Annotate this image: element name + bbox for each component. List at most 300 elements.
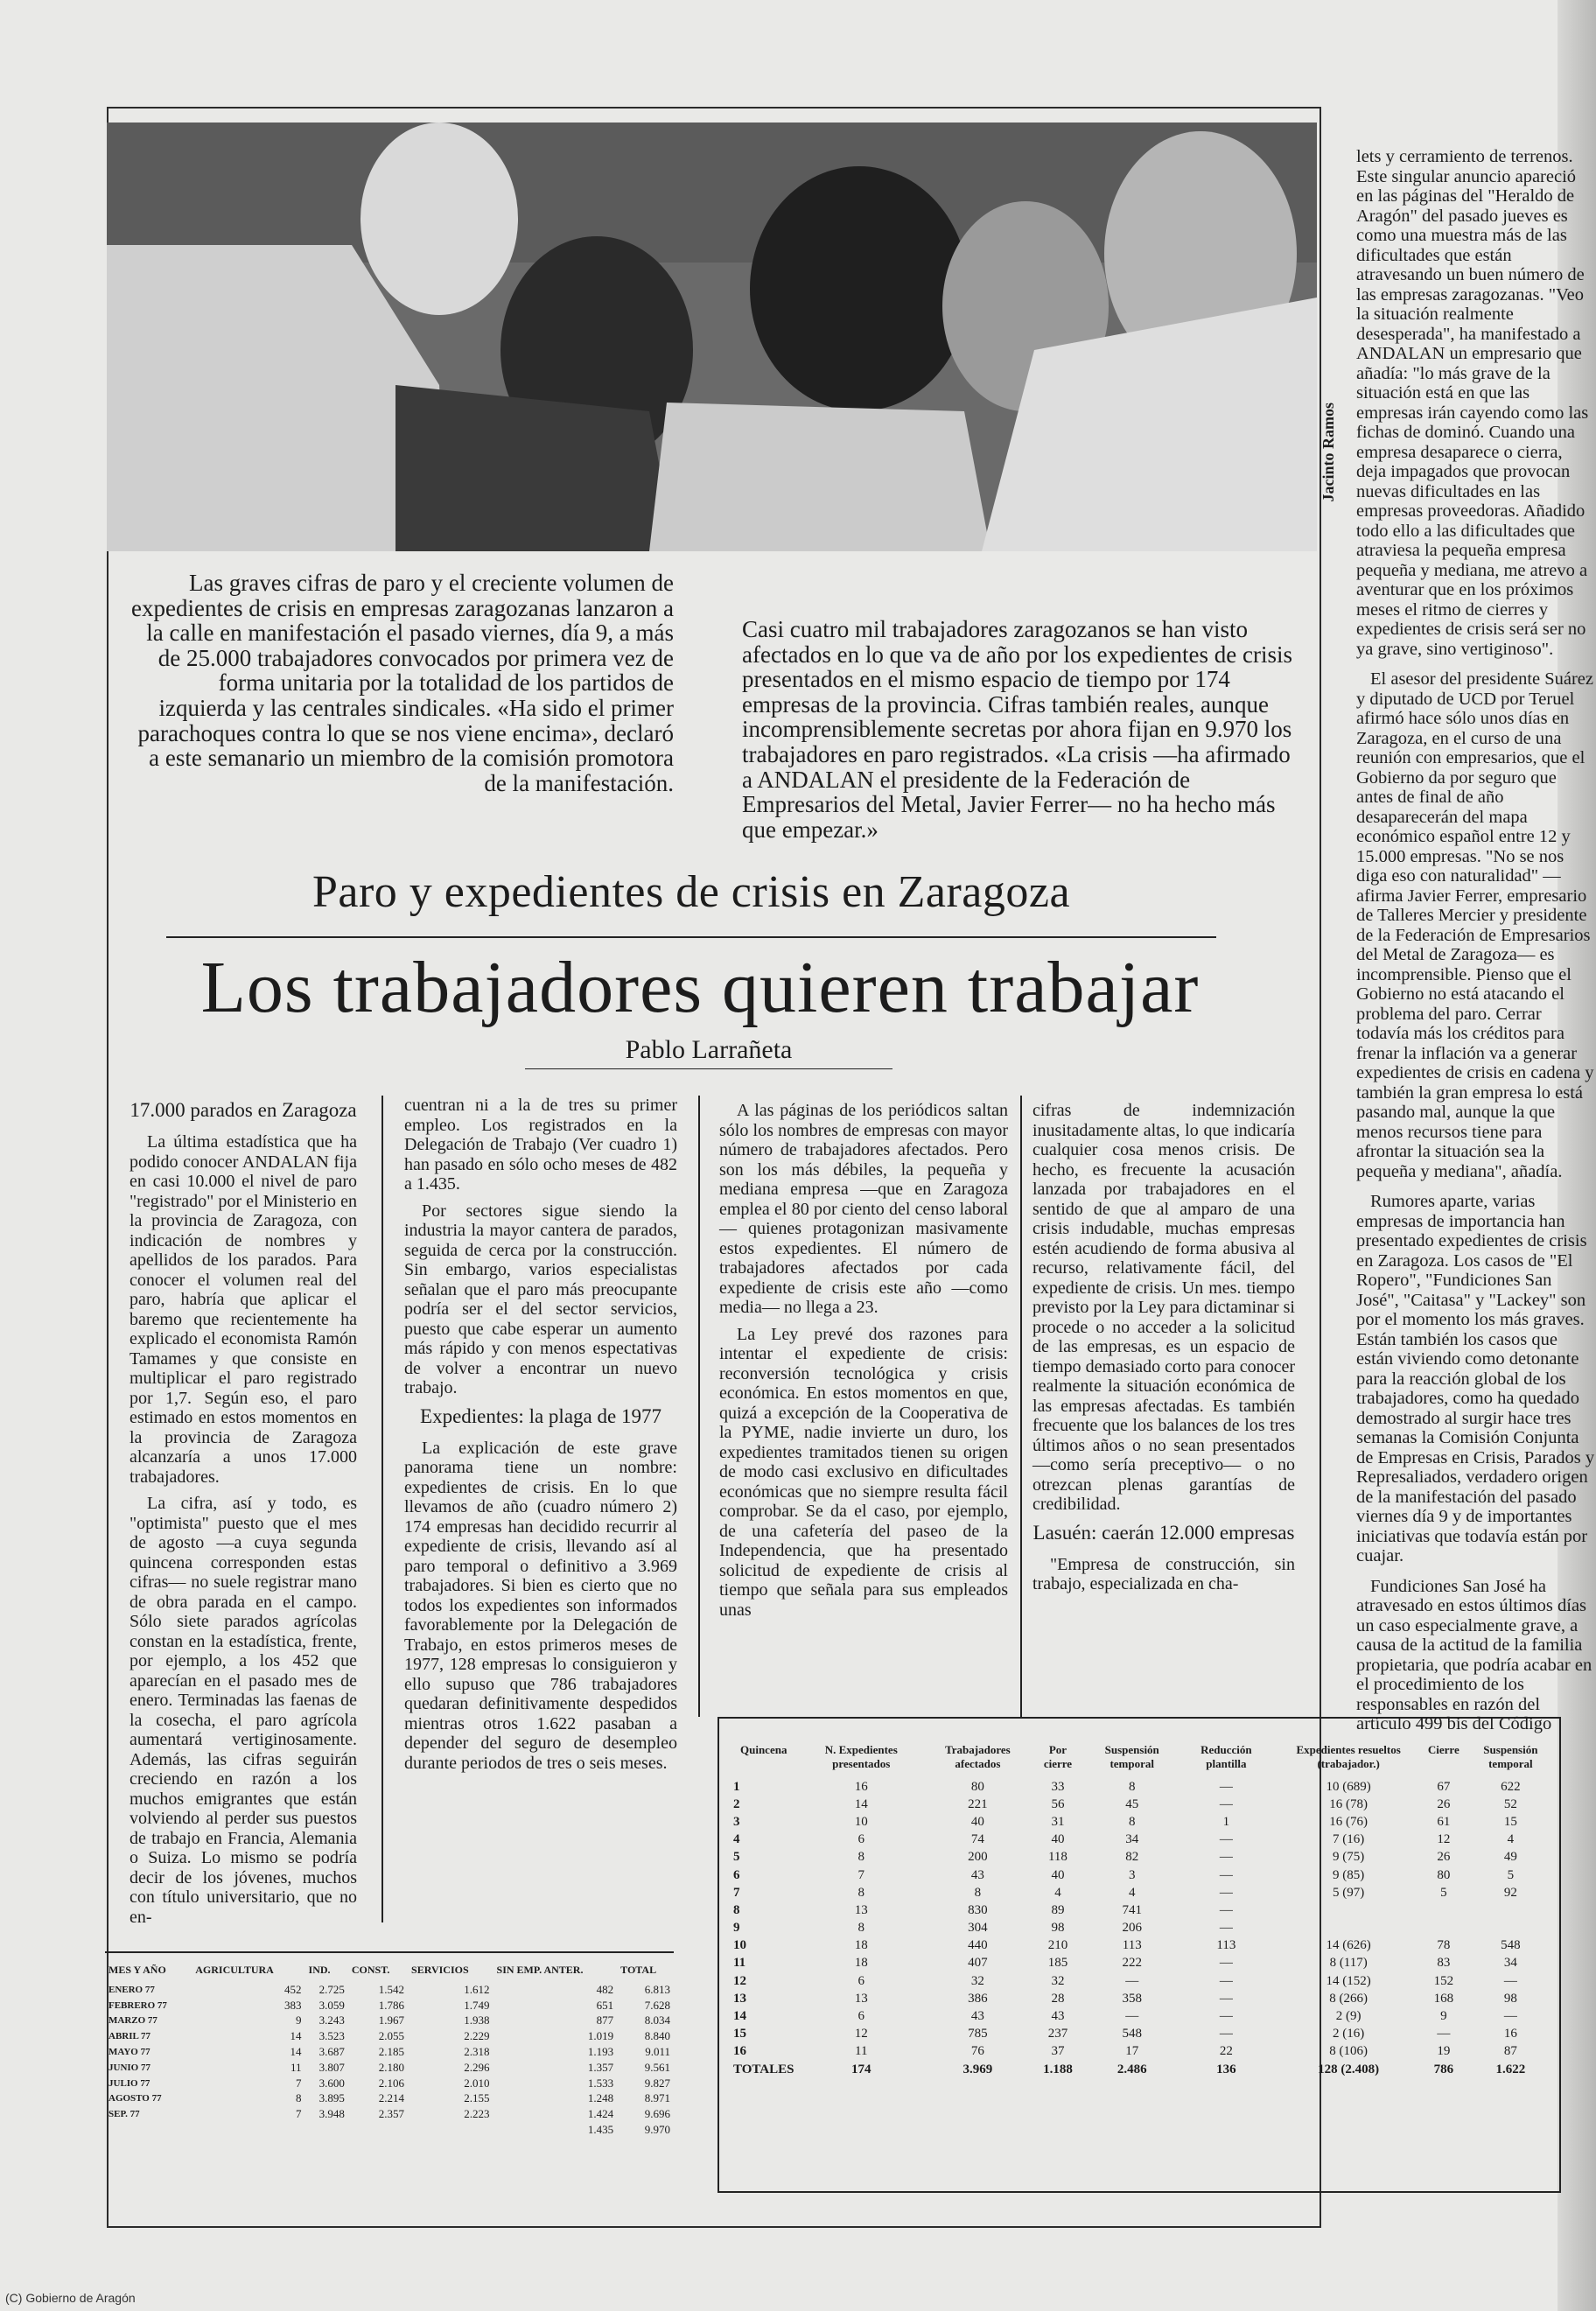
- table-cell: 43: [970, 2009, 984, 2024]
- table-cell: 4: [1054, 1885, 1061, 1900]
- table-cell: 92: [1503, 1885, 1517, 1900]
- table-cell: 10: [854, 1814, 868, 1829]
- crisis-files-table: [728, 1743, 1559, 2078]
- table-cell: [1425, 1920, 1462, 1937]
- table-row: [728, 1778, 1559, 1796]
- lede-right-text: Casi cuatro mil trabajadores zaragozanos se han visto afectados en lo que va de año por los expedientes de crisis presentados en el mismo espacio de tiempo por 174 empresas de la provincia. Cifras también reales, aunque incomprensiblemente secretas por ahora fijan en 9.970 los trabajadores en paro registrados. «La crisis —ha afirmado a ANDALAN el presidente de la Federación de Empresarios del Metal, Javier Ferrer— no ha hecho más que empezar.»: [742, 616, 1293, 843]
- table-cell: 548: [1122, 2027, 1142, 2041]
- table-cell: 304: [968, 1921, 988, 1936]
- table-cell: 3: [1128, 1867, 1136, 1882]
- paragraph: La explicación de este grave panorama tiene un nombre: expedientes de crisis. En lo que llevamos de año (cuadro número 2) 174 empresas han decidido recurrir al expediente de crisis, llevando así al paro temporal o definitivo a 3.969 trabajadores. Si bien es cierto que no todos los expedientes son informados favorablemente por la Delegación de Trabajo, en estos primeros meses de 1977, 128 empresas lo consiguieron y ello supuso que 786 trabajadores quedaran definitivamente despedidos mientras otros 1.622 pasaban a depender del seguro de desempleo durante periodos de tres o seis meses.: [404, 1438, 677, 1773]
- table-header-cell: IND.: [308, 1964, 331, 1976]
- table-cell: 2 (16): [1333, 2027, 1365, 2041]
- table-cell: 1.612: [464, 1982, 490, 1996]
- table-cell: —: [1219, 1885, 1233, 1900]
- table-cell: 1: [733, 1779, 740, 1794]
- table-cell: 877: [596, 2013, 614, 2027]
- table-row: [728, 1920, 1559, 1937]
- table-cell: [305, 2122, 348, 2138]
- table-cell: ABRIL 77: [108, 2031, 150, 2042]
- table-cell: 2.725: [318, 1982, 345, 1996]
- table-cell: 6: [733, 1867, 740, 1882]
- table-cell: 9.696: [644, 2107, 670, 2121]
- table-cell: 8: [1128, 1779, 1136, 1794]
- subhead-lasuen: Lasuén: caerán 12.000 empresas: [1032, 1521, 1295, 1544]
- table-cell: [1462, 1920, 1559, 1937]
- table-cell: 12: [854, 2027, 868, 2041]
- table-cell: 2.055: [378, 2029, 405, 2043]
- table-cell: 6: [858, 1832, 864, 1847]
- table-cell: 4: [1128, 1885, 1136, 1900]
- table-cell: 113: [1216, 1938, 1236, 1953]
- table-cell: 80: [1437, 1867, 1451, 1882]
- table-cell: 8: [1128, 1814, 1136, 1829]
- table-cell: 8.034: [644, 2013, 670, 2027]
- column-divider: [698, 1096, 700, 1717]
- table-cell: 37: [1051, 2044, 1065, 2059]
- table-cell: 98: [1051, 1921, 1065, 1936]
- table-cell: 1.967: [378, 2013, 405, 2027]
- table-cell: 1.019: [587, 2029, 614, 2043]
- table-header-cell: AGRICULTURA: [195, 1964, 274, 1976]
- table-cell: 548: [1501, 1938, 1521, 1953]
- table-cell: 3.243: [318, 2013, 345, 2027]
- table-header-cell: Por cierre: [1043, 1743, 1073, 1770]
- table-cell: 82: [1125, 1850, 1139, 1865]
- table-cell: TOTALES: [733, 2062, 794, 2076]
- table-row: [105, 2091, 674, 2107]
- table-cell: 7.628: [644, 1998, 670, 2012]
- table-cell: —: [1219, 1867, 1233, 1882]
- table-cell: 32: [1051, 1973, 1065, 1988]
- paragraph: cuentran ni a la de tres su primer empleo. Los registrados en la Delegación de Trabajo (Ver cuadro 1) han pasado en sólo ocho meses de 482 a 1.435.: [404, 1096, 677, 1194]
- table-cell: 8: [974, 1885, 982, 1900]
- table-cell: —: [1219, 1991, 1233, 2006]
- table-cell: 8.840: [644, 2029, 670, 2043]
- table-cell: 12: [1437, 1832, 1451, 1847]
- table-cell: 16: [733, 2044, 746, 2059]
- table-cell: 206: [1122, 1921, 1142, 1936]
- table-cell: 2.486: [1116, 2062, 1147, 2076]
- table-cell: 3.059: [318, 1998, 345, 2012]
- table-cell: 80: [970, 1779, 984, 1794]
- table-cell: 9 (75): [1333, 1850, 1365, 1865]
- table-cell: —: [1503, 2009, 1517, 2024]
- table-cell: 1.938: [464, 2013, 490, 2027]
- paragraph: Rumores aparte, varias empresas de importancia han presentado expedientes de crisis en Zaragoza. Los casos de "El Ropero", "Fundiciones San José", "Caitasa" y "Lackey" son por el momento los más graves. Están también los casos que están viviendo como detonante para la reacción global de los trabajadores, como ha quedado demostrado al surgir hace tres semanas la Comisión Conjunta de Empresas en Crisis, Parados y Represaliados, verdadero origen de la manifestación del pasado viernes día 9 y de importantes iniciativas que todavía están por cuajar.: [1356, 1192, 1595, 1565]
- lede-left-text: Las graves cifras de paro y el creciente volumen de expedientes de crisis en empresas zaragozanas lanzaron a la calle en manifestación el pasado viernes, día 9, a más de 25.000 trabajadores convocados por primera vez de forma unitaria por la totalidad de los partidos de izquierda y las centrales sindicales. «Ha sido el primer parachoques contra lo que se nos viene encima», declaró a este semanario un miembro de la comisión promotora de la manifestación.: [131, 570, 674, 796]
- column-divider: [382, 1096, 383, 1922]
- table-cell: 440: [968, 1938, 988, 1953]
- paragraph: La última estadística que ha podido conocer ANDALAN fija en casi 10.000 el nivel de paro "registrado" por el Ministerio en la provincia de Zaragoza, con indicación de nombres y apellidos de los parados. Para conocer el volumen real del paro, habría que aplicar el baremo que recientemente ha explicado el economista Ramón Tamames y que consiste en multiplicar el paro registrado por 1,7. Según eso, el paro estimado en estos momentos en la provincia de Zaragoza alcanzaría a unos 17.000 trabajadores.: [130, 1132, 357, 1487]
- table-cell: 8: [858, 1885, 864, 1900]
- table-cell: 4: [1507, 1832, 1515, 1847]
- table-cell: JUNIO 77: [108, 2062, 150, 2073]
- table-cell: 32: [970, 1973, 984, 1988]
- table-cell: 1.749: [464, 1998, 490, 2012]
- lede-left: [131, 571, 674, 795]
- table-cell: 2: [733, 1796, 740, 1811]
- table-cell: 1.193: [587, 2045, 614, 2059]
- table-cell: 786: [1433, 2062, 1454, 2076]
- table-cell: —: [1125, 2009, 1139, 2024]
- table-cell: 407: [968, 1956, 988, 1971]
- table-row: [728, 1972, 1559, 1990]
- table-cell: 3: [733, 1814, 740, 1829]
- headline-rule: [166, 936, 1216, 938]
- table-cell: 8 (266): [1329, 1991, 1368, 2006]
- table-cell: 18: [854, 1938, 868, 1953]
- table-cell: 622: [1501, 1779, 1521, 1794]
- table-header-cell: Trabajadores afectados: [945, 1743, 1011, 1770]
- table-cell: 11: [855, 2044, 868, 2059]
- table-cell: —: [1219, 2009, 1233, 2024]
- table-row: [105, 2106, 674, 2122]
- table-row: [728, 1955, 1559, 1972]
- paragraph: A las páginas de los periódicos saltan sólo los nombres de empresas con mayor número de trabajadores afectados. Pero son los más débiles, la pequeña y mediana empresa —que en Zaragoza emplea el 80 por ciento del censo laboral— quienes protagonizan masivamente estos expedientes. El número de trabajadores afectados por cada expediente de crisis este año —como media— no llega a 23.: [719, 1101, 1008, 1317]
- table-cell: 7: [296, 2107, 302, 2121]
- table-cell: —: [1219, 1902, 1233, 1917]
- table-row: [728, 1849, 1559, 1866]
- table-cell: 5 (97): [1333, 1885, 1365, 1900]
- table-cell: SEP. 77: [108, 2109, 140, 2120]
- table-row: [728, 1866, 1559, 1884]
- unemployment-table: [105, 1951, 674, 2138]
- table-cell: 8 (106): [1329, 2044, 1368, 2059]
- table-row: [105, 2013, 674, 2029]
- table-cell: 26: [1437, 1850, 1451, 1865]
- lede-right: [742, 617, 1302, 842]
- table-row: [728, 1901, 1559, 1919]
- table-cell: —: [1125, 1973, 1139, 1988]
- table-cell: 8 (117): [1329, 1956, 1368, 1971]
- table-cell: 482: [596, 1982, 614, 1996]
- table-cell: 14: [854, 1796, 868, 1811]
- table-header-cell: Expedientes resueltos (trabajador.): [1296, 1743, 1401, 1770]
- body-column-4: [1032, 1101, 1295, 1601]
- paragraph: Fundiciones San José ha atravesado en estos últimos días un caso especialmente grave, a causa de la actitud de la familia propietaria, que podría acabar en el procedimiento de los responsables en razón del artículo 499 bis del Código: [1356, 1576, 1592, 1733]
- table-row: [105, 1998, 674, 2013]
- table-cell: [1271, 1901, 1424, 1919]
- table-header-cell: SIN EMP. ANTER.: [496, 1964, 584, 1976]
- table-cell: 8: [858, 1921, 864, 1936]
- table-cell: 3.807: [318, 2060, 345, 2074]
- table-cell: —: [1219, 2027, 1233, 2041]
- table-cell: 1.188: [1043, 2062, 1073, 2076]
- table-cell: 9.561: [644, 2060, 670, 2074]
- table-cell: 10: [733, 1938, 746, 1953]
- table-cell: 7: [296, 2076, 302, 2090]
- table-cell: 7 (16): [1333, 1832, 1365, 1847]
- table-cell: JULIO 77: [108, 2077, 150, 2089]
- table-cell: 28: [1051, 1991, 1065, 2006]
- table-cell: 15: [1503, 1814, 1517, 1829]
- table-cell: 76: [970, 2044, 984, 2059]
- table-cell: 89: [1051, 1902, 1065, 1917]
- table-cell: [1462, 1901, 1559, 1919]
- table-cell: 1.542: [378, 1982, 405, 1996]
- table-cell: 1.248: [587, 2091, 614, 2105]
- table-row: [728, 1813, 1559, 1831]
- table-cell: 358: [1122, 1991, 1142, 2006]
- table-cell: —: [1219, 1956, 1233, 1971]
- footer-credit: (C) Gobierno de Aragón: [5, 2291, 136, 2305]
- table-cell: 2.318: [464, 2045, 490, 2059]
- table-cell: 8: [733, 1902, 740, 1917]
- table-header-cell: Cierre: [1427, 1743, 1460, 1756]
- body-column-1: [130, 1096, 357, 1934]
- photo-credit: Jacinto Ramos: [1320, 403, 1337, 502]
- column-divider: [1020, 1096, 1022, 1717]
- table-cell: —: [1219, 1973, 1233, 1988]
- table-cell: 13: [854, 1991, 868, 2006]
- table-row: [105, 2076, 674, 2091]
- table-cell: 2.296: [464, 2060, 490, 2074]
- table-cell: 9.011: [645, 2045, 670, 2059]
- table-cell: MARZO 77: [108, 2015, 158, 2027]
- table-cell: 2.106: [378, 2076, 405, 2090]
- table-cell: 830: [968, 1902, 988, 1917]
- table-cell: —: [1437, 2027, 1451, 2041]
- table-cell: 74: [970, 1832, 984, 1847]
- table-cell: 16: [854, 1779, 868, 1794]
- table-cell: —: [1219, 1921, 1233, 1936]
- table-cell: 9.970: [644, 2123, 670, 2137]
- table-cell: 6: [858, 1973, 864, 1988]
- table-cell: 61: [1437, 1814, 1451, 1829]
- table-cell: 87: [1503, 2044, 1517, 2059]
- table-cell: 1.357: [587, 2060, 614, 2074]
- table-cell: 785: [968, 2027, 988, 2041]
- table-cell: 13: [854, 1902, 868, 1917]
- table-cell: 136: [1216, 2062, 1236, 2076]
- table-cell: 10 (689): [1326, 1779, 1371, 1794]
- table-cell: 16: [1503, 2027, 1517, 2041]
- table-cell: 3.948: [318, 2107, 345, 2121]
- table-cell: 40: [1051, 1867, 1065, 1882]
- crowd-photo-image: [107, 123, 1317, 551]
- table-row: [728, 1831, 1559, 1849]
- table-cell: 9: [1440, 2009, 1447, 2024]
- table-cell: 383: [284, 1998, 302, 2012]
- table-cell: 2.010: [464, 2076, 490, 2090]
- table-cell: 16 (76): [1329, 1814, 1368, 1829]
- table-row: [105, 1982, 674, 1998]
- table-cell: 221: [968, 1796, 988, 1811]
- table-header-cell: Suspensión temporal: [1104, 1743, 1159, 1770]
- table-cell: 6.813: [644, 1982, 670, 1996]
- table-row: [728, 1796, 1559, 1813]
- article-kicker: Paro y expedientes de crisis en Zaragoza: [312, 867, 1071, 917]
- table-cell: 14: [733, 2009, 746, 2024]
- table-cell: 33: [1051, 1779, 1065, 1794]
- table-cell: 9: [733, 1921, 740, 1936]
- demonstration-photo: [107, 123, 1317, 551]
- paragraph: cifras de indemnización inusitadamente altas, lo que indicaría cualquier cosa menos crisis. De hecho, es frecuente la acusación lanzada por trabajadores en el sentido de que al amparo de una crisis indudable, muchas empresas estén acudiendo de forma abusiva al recurso, relativamente fácil, del expediente de crisis. Un mes. tiempo previsto por la Ley para dictaminar si procede o no acceder a la solicitud de las empresas, es un espacio de tiempo demasiado corto para conocer realmente la situación económica de las empresas afectadas. Es también frecuente que los balances de los tres últimos años o no sean presentados —como sería preceptivo— o no otrezcan plenas garantías de credibilidad.: [1032, 1101, 1295, 1514]
- table-cell: 1.533: [587, 2076, 614, 2090]
- table-cell: —: [1503, 1973, 1517, 1988]
- table-cell: [1425, 1901, 1462, 1919]
- table-row: [728, 2007, 1559, 2025]
- table-header-cell: MES Y AÑO: [108, 1964, 166, 1976]
- table-header-cell: TOTAL: [620, 1964, 657, 1976]
- table-cell: 31: [1051, 1814, 1065, 1829]
- table-cell: —: [1219, 1850, 1233, 1865]
- table-cell: AGOSTO 77: [108, 2093, 162, 2104]
- table-cell: 222: [1122, 1956, 1142, 1971]
- table-cell: 11: [290, 2060, 302, 2074]
- table-cell: 45: [1125, 1796, 1139, 1811]
- article-byline: Pablo Larrañeta: [525, 1035, 892, 1069]
- paragraph: La Ley prevé dos razones para intentar el expediente de crisis: reconversión tecnológica y crisis económica. En estos momentos en que, quizá a excepción de la Cooperativa de la PYME, nadie invierte un duro, los expedientes tramitados tienen su origen de modo casi exclusivo en dificultades económicas que no siempre resulta fácil comprobar. Se da el caso, por ejemplo, de una cafetería del paseo de la Independencia, que ha presentado solicitud de expediente de crisis al tiempo que señala para sus empleados unas: [719, 1324, 1008, 1620]
- table-cell: 2.180: [378, 2060, 405, 2074]
- table-cell: 1.435: [587, 2123, 614, 2137]
- table-cell: 22: [1219, 2044, 1233, 2059]
- table-header-cell: N. Expedientes presentados: [824, 1743, 898, 1770]
- table-cell: 2.185: [378, 2045, 405, 2059]
- table-header-cell: CONST.: [351, 1964, 390, 1976]
- table-cell: 16 (78): [1329, 1796, 1368, 1811]
- table-cell: 98: [1503, 1991, 1517, 2006]
- table-cell: [192, 2122, 304, 2138]
- table-header-cell: Quincena: [740, 1743, 788, 1756]
- table-cell: 26: [1437, 1796, 1451, 1811]
- table-header-cell: Suspensión temporal: [1483, 1743, 1538, 1770]
- body-column-3: [719, 1101, 1008, 1627]
- table-cell: 4: [733, 1832, 740, 1847]
- paragraph: La cifra, así y todo, es "optimista" puesto que el mes de agosto —a cuya segunda quincena corresponden estas cifras— no suele registrar mano de obra parada en el campo. Sólo siete parados agrícolas constan en la estadística, frente, por ejemplo, a los 452 que aparecían en el pasado mes de enero. Terminadas las faenas de la cosecha, el paro agrícola aumentará vertiginosamente. Además, las cifras seguirán creciendo en razón a los muchos emigrantes que están volviendo al perder sus puestos de trabajo en Francia, Alemania o Suiza. Lo mismo se podría decir de los jóvenes, muchos con título universitario, que no en-: [130, 1494, 357, 1927]
- table-cell: 40: [970, 1814, 984, 1829]
- table-cell: 34: [1503, 1956, 1517, 1971]
- table-row: [728, 2043, 1559, 2061]
- table-cell: 6: [858, 2009, 864, 2024]
- table-cell: 386: [968, 1991, 988, 2006]
- table-cell: 152: [1433, 1973, 1454, 1988]
- table-cell: 7: [858, 1867, 864, 1882]
- table-cell: 174: [850, 2062, 872, 2076]
- sidebar-column: [1356, 147, 1596, 1745]
- paragraph: El asesor del presidente Suárez y diputado de UCD por Teruel afirmó hace sólo unos días en Zaragoza, en el curso de una reunión con empresarios, que el Gobierno da por seguro que antes de final de año desaparecerán del mapa económico español entre 12 y 15.000 empresas. "No se nos diga eso con naturalidad" —afirma Javier Ferrer, empresario de Talleres Mercier y presidente de la Federación de Empresarios del Metal de Zaragoza— es incomprensible. Pienso que el Gobierno no está atacando el problema del paro. Cerrar todavía más los créditos para frenar la inflación va a generar expedientes de crisis en cadena y también la gran empresa lo está pasando mal, aunque la que menos recursos tiene para afrontar la situación sea la pequeña y mediana", añadía.: [1356, 669, 1594, 1181]
- table-cell: 83: [1437, 1956, 1451, 1971]
- table-cell: 9: [296, 2013, 302, 2027]
- paragraph: lets y cerramiento de terrenos. Este singular anuncio apareció en las páginas del "Heraldo de Aragón" del pasado jueves es como una muestra más de las dificultades que están atravesando un buen número de las empresas zaragozanas. "Veo la situación realmente desesperada", ha manifestado a ANDALAN un empresario que añadía: "lo más grave de la situación está en que las empresas irán cayendo como las fichas de dominó. Cuando una empresa desaparece o cierra, deja impagados que provocan nuevas dificultades en las empresas proveedoras. Añadido todo ello a las dificultades que atraviesa la pequeña empresa pequeña y mediana, me atrevo a aventurar que en los próximos meses el ritmo de cierres y expedientes de crisis será ser no ya grave, sino vertiginoso".: [1356, 147, 1589, 659]
- table-cell: 8: [296, 2091, 302, 2105]
- table-cell: 11: [733, 1956, 746, 1971]
- table-totals-row: [728, 2061, 1559, 2078]
- table-cell: 8.971: [644, 2091, 670, 2105]
- table-cell: 14: [290, 2045, 302, 2059]
- table-row: [105, 2028, 674, 2044]
- table-cell: 113: [1122, 1938, 1142, 1953]
- table-cell: 8: [858, 1850, 864, 1865]
- article-headline: Los trabajadores quieren trabajar: [200, 947, 1200, 1028]
- table-cell: 5: [1440, 1885, 1447, 1900]
- table-cell: 18: [854, 1956, 868, 1971]
- table-cell: MAYO 77: [108, 2047, 150, 2058]
- table-cell: 49: [1503, 1850, 1517, 1865]
- table-cell: 5: [733, 1850, 740, 1865]
- table-cell: 452: [284, 1982, 302, 1996]
- table-cell: 3.969: [962, 2062, 993, 2076]
- table-cell: 3.895: [318, 2091, 345, 2105]
- table-cell: 52: [1503, 1796, 1517, 1811]
- table-header-cell: Reducción plantilla: [1200, 1743, 1252, 1770]
- table-cell: [348, 2122, 408, 2138]
- table-row: [728, 2026, 1559, 2043]
- table-cell: 56: [1051, 1796, 1065, 1811]
- table-cell: 43: [970, 1867, 984, 1882]
- table-header-cell: SERVICIOS: [411, 1964, 469, 1976]
- subhead-expedientes: Expedientes: la plaga de 1977: [420, 1404, 662, 1427]
- table-cell: 40: [1051, 1832, 1065, 1847]
- table-cell: 9 (85): [1333, 1867, 1365, 1882]
- table-cell: 1: [1222, 1814, 1230, 1829]
- table-cell: 651: [596, 1998, 614, 2012]
- table-cell: 237: [1047, 2027, 1068, 2041]
- table-cell: FEBRERO 77: [108, 1999, 167, 2011]
- table-cell: 1.786: [378, 1998, 405, 2012]
- table-cell: 7: [733, 1885, 740, 1900]
- table-cell: 3.523: [318, 2029, 345, 2043]
- table-row: [105, 2122, 674, 2138]
- table-cell: 14 (152): [1326, 1973, 1371, 1988]
- table-cell: —: [1219, 1832, 1233, 1847]
- subhead-parados: 17.000 parados en Zaragoza: [130, 1099, 357, 1121]
- table-cell: 17: [1125, 2044, 1139, 2059]
- table-cell: 5: [1507, 1867, 1515, 1882]
- table-cell: 2.155: [464, 2091, 490, 2105]
- table-cell: 2.214: [378, 2091, 405, 2105]
- table-row: [105, 2060, 674, 2076]
- table-cell: —: [1219, 1796, 1233, 1811]
- table-cell: 2.229: [464, 2029, 490, 2043]
- table-cell: 168: [1433, 1991, 1454, 2006]
- table-cell: —: [1219, 1779, 1233, 1794]
- table-cell: 19: [1437, 2044, 1451, 2059]
- table-cell: 12: [733, 1973, 746, 1988]
- table-cell: 128 (2.408): [1318, 2062, 1380, 2076]
- table-cell: 67: [1437, 1779, 1451, 1794]
- paragraph: "Empresa de construcción, sin trabajo, especializada en cha-: [1032, 1554, 1295, 1593]
- table-cell: 13: [733, 1991, 746, 2006]
- table-cell: 741: [1122, 1902, 1142, 1917]
- table-cell: 3.600: [318, 2076, 345, 2090]
- table-cell: 34: [1125, 1832, 1139, 1847]
- table-cell: 14: [290, 2029, 302, 2043]
- table-cell: 200: [968, 1850, 988, 1865]
- table-cell: [105, 2122, 192, 2138]
- table-cell: 15: [733, 2027, 746, 2041]
- table-row: [728, 1937, 1559, 1955]
- table-cell: [408, 2122, 494, 2138]
- table-row: [728, 1884, 1559, 1901]
- table-cell: 3.687: [318, 2045, 345, 2059]
- table-cell: 118: [1047, 1850, 1068, 1865]
- table-cell: 2 (9): [1335, 2009, 1362, 2024]
- table-cell: 1.424: [587, 2107, 614, 2121]
- table-cell: 78: [1437, 1938, 1451, 1953]
- table-cell: 1.622: [1495, 2062, 1526, 2076]
- table-cell: 2.357: [378, 2107, 405, 2121]
- table-cell: ENERO 77: [108, 1984, 155, 1995]
- table-cell: 14 (626): [1326, 1938, 1371, 1953]
- table-row: [728, 1990, 1559, 2007]
- table-cell: 9.827: [644, 2076, 670, 2090]
- table-cell: 43: [1051, 2009, 1065, 2024]
- table-row: [105, 2044, 674, 2060]
- table-cell: 185: [1047, 1956, 1068, 1971]
- paragraph: Por sectores sigue siendo la industria la mayor cantera de parados, seguida de cerca por la construcción. Sin embargo, varios especialistas señalan que el paro más preocupante podría ser el del sector servicios, puesto que cabe esperar un aumento más rápido y con menos espectativas de volver a encontrar un nuevo trabajo.: [404, 1201, 677, 1397]
